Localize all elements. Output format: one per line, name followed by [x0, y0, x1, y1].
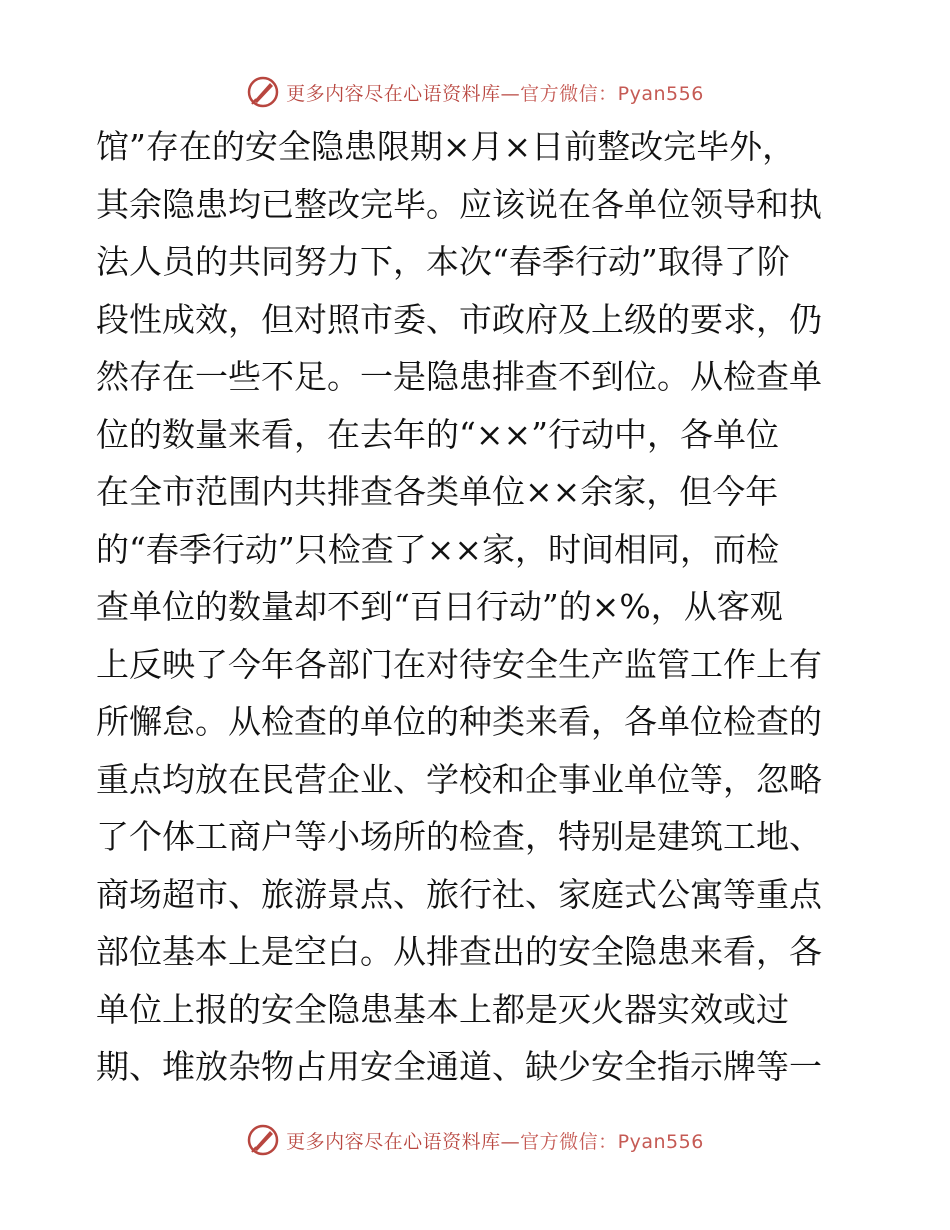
- header-watermark-banner: [0, 72, 950, 112]
- body-line: 上反映了今年各部门在对待安全生产监管工作上有: [96, 644, 822, 684]
- header-banner-main: 更多内容尽在心语资料库: [286, 82, 501, 105]
- quill-logo-icon: [246, 75, 280, 109]
- body-line: 期、堆放杂物占用安全通道、缺少安全指示牌等一: [96, 1047, 822, 1086]
- body-line: 法人员的共同努力下，本次“春季行动”取得了阶: [96, 242, 790, 281]
- body-line: 重点均放在民营企业、学校和企事业单位等，忽略: [96, 759, 822, 799]
- body-line: 位的数量来看，在去年的“××”行动中，各单位: [96, 414, 780, 454]
- body-line: 然存在一些不足。一是隐患排查不到位。从检查单: [96, 357, 822, 396]
- body-line: 查单位的数量却不到“百日行动”的×%，从客观: [96, 587, 783, 626]
- body-line: 在全市范围内共排查各类单位××余家，但今年: [96, 472, 779, 511]
- body-line: 了个体工商户等小场所的检查，特别是建筑工地、: [96, 817, 822, 856]
- body-line: 单位上报的安全隐患基本上都是灭火器实效或过: [96, 989, 789, 1029]
- document-body: [96, 118, 866, 1096]
- footer-banner-main: 更多内容尽在心语资料库: [286, 1130, 501, 1153]
- body-line: 商场超市、旅游景点、旅行社、家庭式公寓等重点: [96, 874, 822, 914]
- body-line: 部位基本上是空白。从排查出的安全隐患来看，各: [96, 932, 822, 971]
- quill-logo-icon: [246, 1123, 280, 1157]
- footer-banner-separator: —: [500, 1130, 521, 1153]
- body-line: 段性成效，但对照市委、市政府及上级的要求，仍: [96, 299, 822, 339]
- body-line: 馆”存在的安全隐患限期×月×日前整改完毕外，: [96, 127, 796, 166]
- footer-banner-wechat: 官方微信：Pyan556: [520, 1130, 704, 1153]
- header-banner-wechat: 官方微信：Pyan556: [520, 82, 704, 105]
- header-banner-text: [286, 79, 704, 106]
- footer-banner-text: [286, 1127, 704, 1154]
- header-banner-separator: —: [500, 82, 521, 105]
- body-line: 的“春季行动”只检查了××家，时间相同，而检: [96, 529, 780, 569]
- body-line: 其余隐患均已整改完毕。应该说在各单位领导和执: [96, 184, 822, 224]
- body-line: 所懈怠。从检查的单位的种类来看，各单位检查的: [96, 702, 822, 741]
- footer-watermark-banner: [0, 1120, 950, 1160]
